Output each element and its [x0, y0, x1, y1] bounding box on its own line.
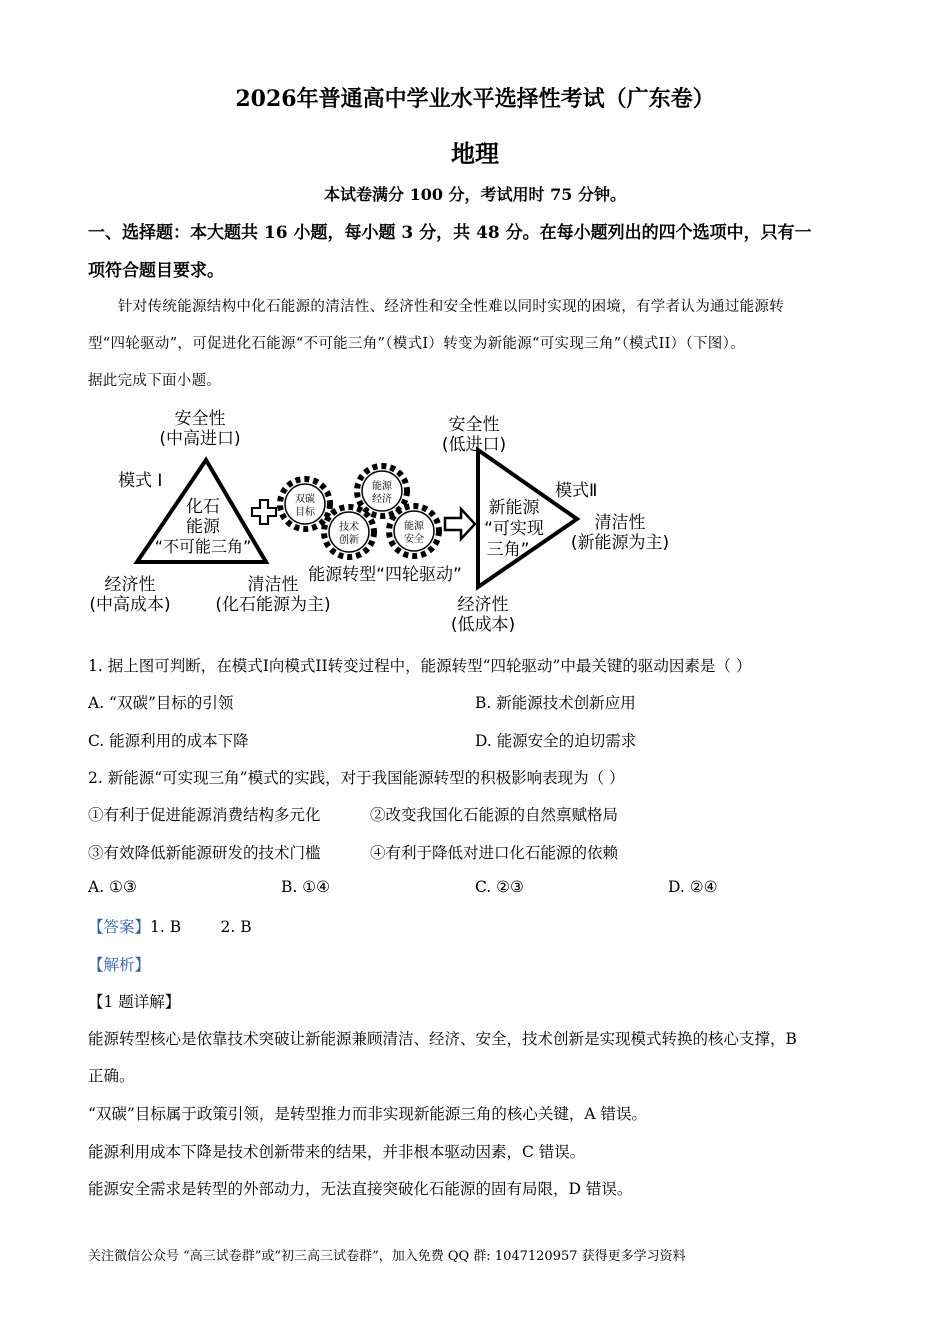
exam-title: 2026年普通高中学业水平选择性考试（广东卷）: [235, 86, 715, 112]
intro-line1: 针对传统能源结构中化石能源的清洁性、经济性和安全性难以同时实现的困境，有学者认为通过能源转: [118, 299, 784, 315]
r-right-label1: 清洁性: [594, 513, 646, 533]
r-bottom-label2: (低成本): [450, 615, 516, 635]
gear-icon-jishu-chuangxin: [324, 507, 374, 557]
gear-icon-nengyuan-anquan: [389, 506, 439, 556]
section-heading-line1: 一、选择题：本大题共 16 小题，每小题 3 分，共 48 分。在每小题列出的四个选项中，只有一: [88, 223, 812, 243]
r-top-label1: 安全性: [448, 415, 500, 435]
q2-statement-4: ④有利于降低对进口化石能源的依赖: [370, 844, 619, 862]
analysis-p1-line1: 能源转型核心是依靠技术突破让新能源兼顾清洁、经济、安全，技术创新是实现模式转换的核心支撑，B: [88, 1030, 797, 1048]
intro-line3: 据此完成下面小题。: [88, 373, 222, 389]
gears-caption: 能源转型“四轮驱动”: [308, 565, 462, 585]
q1-option-b: B. 新能源技术创新应用: [475, 694, 636, 712]
q2-option-c: C. ②③: [475, 878, 524, 896]
page-footer: 关注微信公众号 “高三试卷群”或“初三高三试卷群”，加入免费 QQ 群: 1047120957 获得更多学习资料: [88, 1249, 686, 1264]
r-top-label2: (低进口): [441, 435, 507, 455]
answer-tag: 【答案】: [88, 918, 151, 936]
l-mode-label: 模式 I: [118, 471, 163, 491]
l-top-label2: (中高进口): [159, 429, 241, 449]
plus-icon: [252, 500, 276, 524]
analysis-p3: 能源利用成本下降是技术创新带来的结果，并非根本驱动因素，C 错误。: [88, 1143, 586, 1161]
analysis-p2: “双碳”目标属于政策引领，是转型推力而非实现新能源三角的核心关键，A 错误。: [88, 1105, 647, 1123]
energy-transition-diagram: [0, 400, 950, 645]
subject-title: 地理: [451, 139, 499, 168]
gear2-line1: 能源: [372, 481, 392, 492]
section-heading-line2: 项符合题目要求。: [88, 261, 224, 281]
exam-note: 本试卷满分 100 分，考试用时 75 分钟。: [324, 185, 626, 204]
q2-statement-1: ①有利于促进能源消费结构多元化: [88, 806, 321, 824]
analysis-p1-line2: 正确。: [88, 1067, 135, 1085]
r-bottom-label1: 经济性: [457, 595, 509, 615]
answer-text: 1. B 2. B: [150, 918, 252, 936]
gear1-line2: 目标: [295, 507, 315, 518]
q1-option-d: D. 能源安全的迫切需求: [475, 732, 637, 750]
r-right-label2: (新能源为主): [570, 533, 670, 553]
gear1-line1: 双碳: [295, 494, 315, 505]
gear3-line2: 创新: [339, 535, 359, 546]
gear2-line2: 经济: [372, 494, 392, 505]
l-inner2: 能源: [186, 517, 220, 537]
analysis-tag: 【解析】: [88, 956, 151, 974]
l-br-label1: 清洁性: [247, 575, 299, 595]
q1-stem: 1. 据上图可判断，在模式I向模式II转变过程中，能源转型“四轮驱动”中最关键的驱动因素是（ ）: [88, 657, 752, 675]
l-top-label1: 安全性: [174, 409, 226, 429]
q2-stem: 2. 新能源“可实现三角”模式的实践，对于我国能源转型的积极影响表现为（ ）: [88, 769, 625, 787]
l-bl-label1: 经济性: [104, 575, 156, 595]
right-arrow-icon: [445, 509, 475, 539]
gear3-line1: 技术: [339, 522, 359, 533]
q2-statement-2: ②改变我国化石能源的自然禀赋格局: [370, 806, 619, 824]
r-mode-label: 模式Ⅱ: [555, 481, 598, 501]
q2-option-d: D. ②④: [668, 878, 718, 896]
gear4-line2: 安全: [404, 534, 424, 545]
r-inner1: 新能源: [488, 498, 540, 518]
q2-statement-3: ③有效降低新能源研发的技术门槛: [88, 844, 321, 862]
q1-option-c: C. 能源利用的成本下降: [88, 732, 249, 750]
gear4-line1: 能源: [404, 521, 424, 532]
l-inner1: 化石: [186, 497, 220, 517]
q2-option-a: A. ①③: [88, 878, 137, 896]
l-inner3: “不可能三角”: [154, 537, 252, 556]
intro-line2: 型“四轮驱动”，可促进化石能源“不可能三角”（模式I）转变为新能源“可实现三角”（模式II）（下图）。: [88, 336, 745, 352]
r-inner3: 三角”: [486, 540, 530, 560]
gear-icon-shuangtan: [280, 479, 330, 529]
analysis-p4: 能源安全需求是转型的外部动力，无法直接突破化石能源的固有局限，D 错误。: [88, 1180, 633, 1198]
l-bl-label2: (中高成本): [89, 595, 171, 615]
analysis-detail-heading: 【1 题详解】: [88, 993, 181, 1011]
q2-option-b: B. ①④: [281, 878, 331, 896]
l-br-label2: (化石能源为主): [215, 595, 331, 615]
r-inner2: “可实现: [484, 519, 544, 539]
answer-line: [88, 915, 252, 937]
q1-option-a: A. “双碳”目标的引领: [88, 694, 234, 712]
